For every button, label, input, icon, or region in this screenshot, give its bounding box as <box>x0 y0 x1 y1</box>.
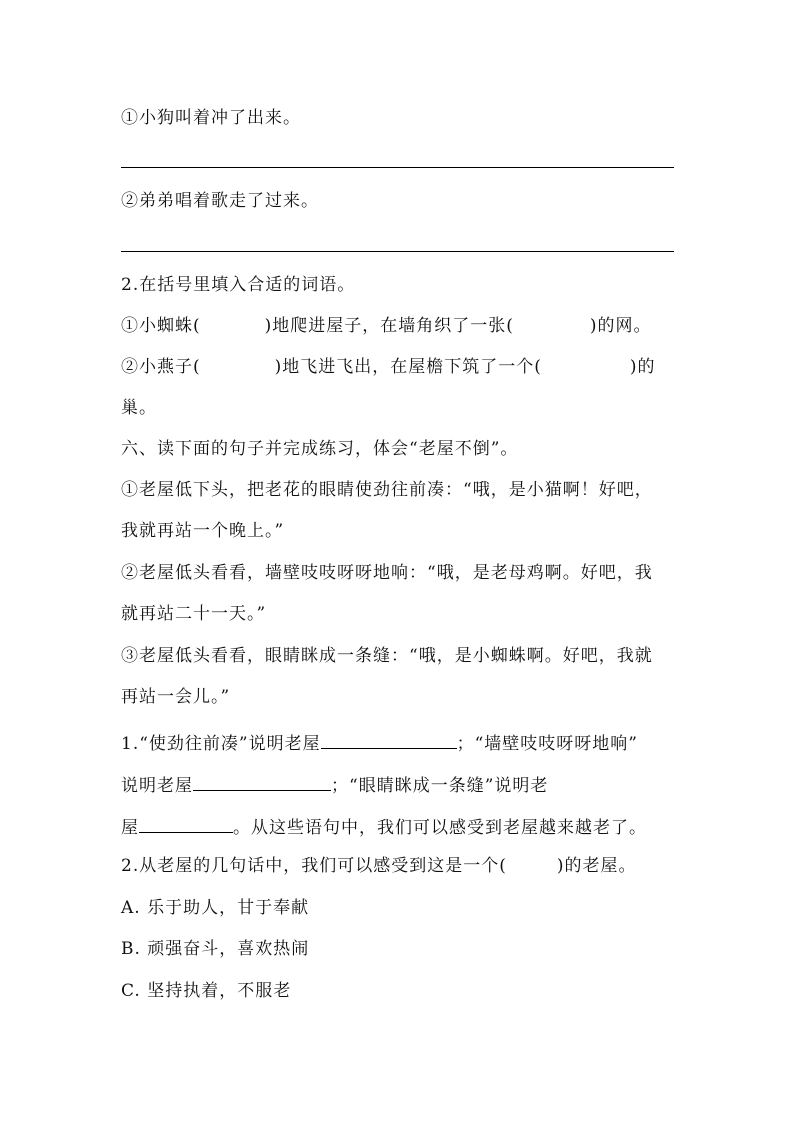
s6-q2-part-a: 2.从老屋的几句话中，我们可以感受到这是一个( <box>121 856 507 876</box>
s6-q1-line2 <box>121 772 548 797</box>
passage-sentence-3b: 再站一会儿。” <box>121 687 231 707</box>
q2-line1-part-c: )的网。 <box>589 316 652 336</box>
q2-line3: 巢。 <box>121 398 157 418</box>
option-b[interactable]: B. 顽强奋斗，喜欢热闹 <box>121 939 310 959</box>
answer-line-1[interactable] <box>121 167 674 168</box>
q2-line1-part-a: ①小蜘蛛( <box>121 316 201 336</box>
q2-title: 2.在括号里填入合适的词语。 <box>121 275 356 295</box>
passage-sentence-1a: ①老屋低下头，把老花的眼睛使劲往前凑：“哦，是小猫啊！好吧， <box>121 480 653 500</box>
s6-q2-part-b: )的老屋。 <box>556 856 637 876</box>
option-c[interactable]: C. 坚持执着，不服老 <box>121 981 292 1001</box>
q2-line2-part-c: )的 <box>629 357 656 377</box>
section6-title: 六、读下面的句子并完成练习，体会“老屋不倒”。 <box>121 439 519 459</box>
fill-blank-3[interactable] <box>139 814 233 833</box>
s6-q1-part-a: 1.“使劲往前凑”说明老屋 <box>121 734 321 754</box>
q2-line2-part-b: )地飞进飞出，在屋檐下筑了一个( <box>274 357 542 377</box>
s6-q1-part-f: 。从这些语句中，我们可以感受到老屋越来越老了。 <box>233 818 647 838</box>
fill-blank-2[interactable] <box>193 772 331 791</box>
passage-sentence-3a: ③老屋低头看看，眼睛眯成一条缝：“哦，是小蜘蛛啊。好吧，我就 <box>121 646 653 666</box>
s6-q2-line <box>121 855 637 877</box>
passage-sentence-1b: 我就再站一个晚上。” <box>121 521 285 541</box>
s6-q1-line3 <box>121 814 647 839</box>
q2-line2-part-a: ②小燕子( <box>121 357 201 377</box>
passage-sentence-2b: 就再站二十一天。” <box>121 604 267 624</box>
q1-item1: ①小狗叫着冲了出来。 <box>121 108 301 128</box>
answer-line-2[interactable] <box>121 251 674 252</box>
s6-q1-part-d: ；“眼睛眯成一条缝”说明老 <box>331 776 549 796</box>
q1-item2: ②弟弟唱着歌走了过来。 <box>121 191 319 211</box>
s6-q1-part-e: 屋 <box>121 818 139 838</box>
option-a[interactable]: A. 乐于助人，甘于奉献 <box>121 898 310 918</box>
s6-q1-part-b: ；“墙壁吱吱呀呀地响” <box>456 734 638 754</box>
fill-blank-1[interactable] <box>321 730 457 749</box>
s6-q1-part-c: 说明老屋 <box>121 776 193 796</box>
q2-line2 <box>121 356 656 378</box>
q2-line1 <box>121 315 652 337</box>
q2-line1-part-b: )地爬进屋子，在墙角织了一张( <box>264 316 514 336</box>
s6-q1-line1 <box>121 730 638 755</box>
passage-sentence-2a: ②老屋低头看看，墙壁吱吱呀呀地响：“哦，是老母鸡啊。好吧，我 <box>121 563 653 583</box>
